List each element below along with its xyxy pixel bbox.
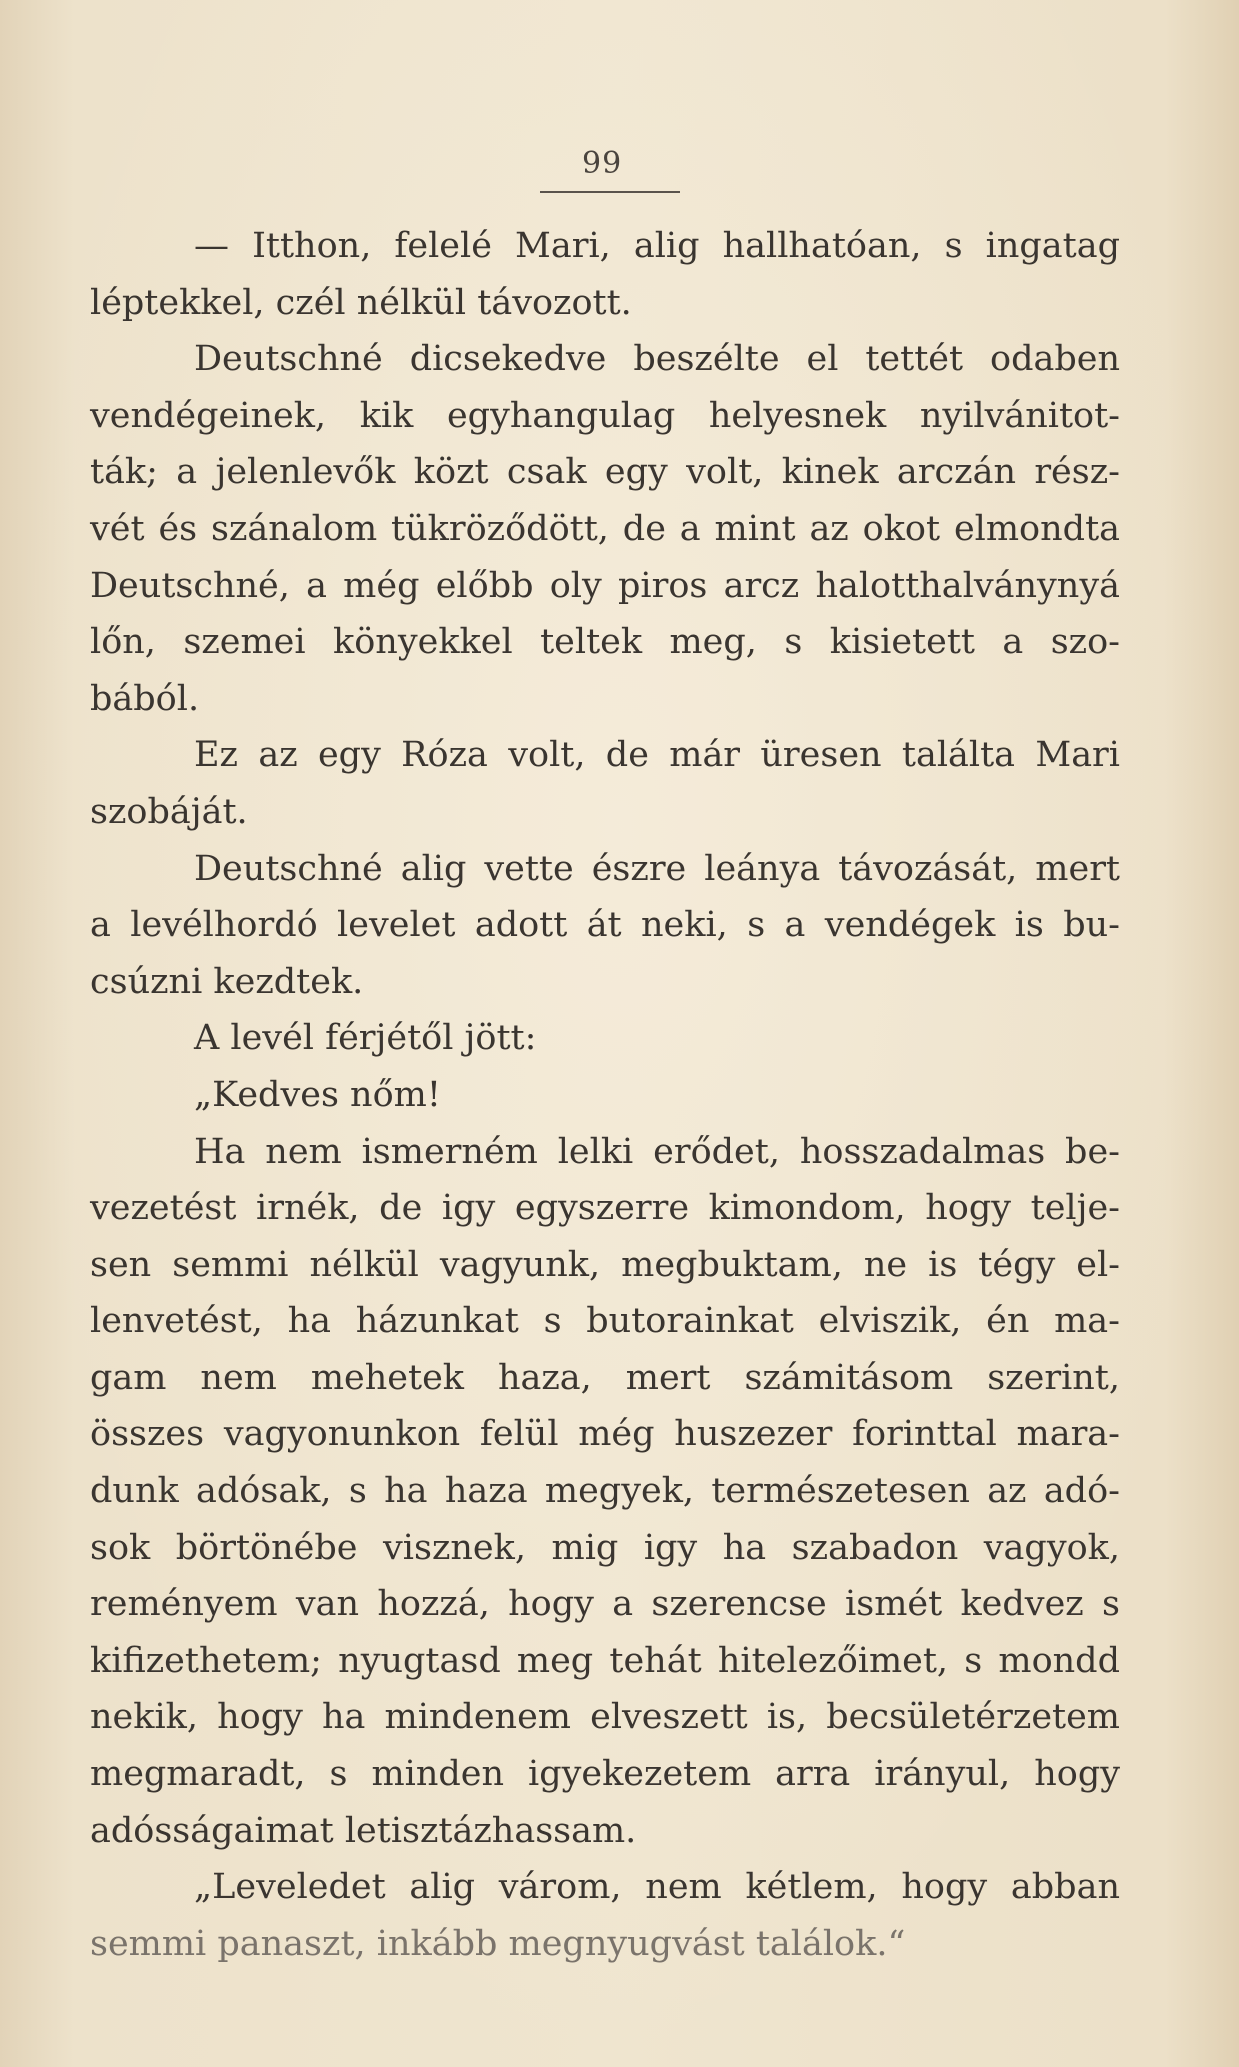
- body-text: [90, 218, 1120, 1972]
- text-line: összes vagyonunkon felül még huszezer forinttal mara-: [90, 1414, 1120, 1455]
- header-rule: [540, 191, 680, 193]
- text-line: vét és szánalom tükröződött, de a mint az okot elmondta: [90, 508, 1120, 549]
- text-line: kifizethetem; nyugtasd meg tehát hitelezőimet, s mondd: [90, 1640, 1120, 1681]
- text-line: gam nem mehetek haza, mert számitásom szerint,: [90, 1357, 1120, 1398]
- text-line: sok börtönébe visznek, mig igy ha szabadon vagyok,: [90, 1527, 1120, 1568]
- page-header: [0, 146, 1239, 206]
- text-line: — Itthon, felelé Mari, alig hallhatóan, s ingatag: [194, 226, 1120, 266]
- text-line: Ez az egy Róza volt, de már üresen találta Mari: [194, 735, 1120, 776]
- text-line: reményem van hozzá, hogy a szerencse ismét kedvez s: [90, 1584, 1120, 1625]
- text-line: Deutschné, a még előbb oly piros arcz halotthalványnyá: [90, 565, 1120, 606]
- text-line: vezetést irnék, de igy egyszerre kimondom, hogy telje-: [90, 1188, 1120, 1229]
- text-line: Ha nem ismerném lelki erődet, hosszadalmas be-: [194, 1131, 1120, 1172]
- text-line: „Kedves nőm!: [194, 1074, 441, 1115]
- text-line: lenvetést, ha házunkat s butorainkat elviszik, én ma-: [90, 1301, 1120, 1342]
- text-line: ták; a jelenlevők közt csak egy volt, kinek arczán rész-: [90, 452, 1120, 493]
- text-line: Deutschné alig vette észre leánya távozását, mert: [194, 848, 1120, 889]
- text-line: szobáját.: [90, 791, 248, 832]
- text-line: vendégeinek, kik egyhangulag helyesnek nyilvánitot-: [90, 395, 1120, 436]
- text-line: dunk adósak, s ha haza megyek, természetesen az adó-: [90, 1471, 1120, 1512]
- text-line: A levél férjétől jött:: [194, 1018, 537, 1059]
- text-line: léptekkel, czél nélkül távozott.: [90, 282, 632, 323]
- text-line: „Leveledet alig várom, nem kétlem, hogy abban: [194, 1867, 1120, 1908]
- text-line: semmi panaszt, inkább megnyugvást találok.“: [90, 1923, 906, 1964]
- text-line: megmaradt, s minden igyekezetem arra irányul, hogy: [90, 1754, 1120, 1795]
- text-line: adósságaimat letisztázhassam.: [90, 1810, 637, 1851]
- text-line: Deutschné dicsekedve beszélte el tettét odaben: [194, 339, 1120, 380]
- text-line: csúzni kezdtek.: [90, 961, 364, 1002]
- text-line: sen semmi nélkül vagyunk, megbuktam, ne is tégy el-: [90, 1244, 1120, 1285]
- text-line: a levélhordó levelet adott át neki, s a vendégek is bu-: [90, 905, 1120, 946]
- text-line: lőn, szemei könyekkel teltek meg, s kisietett a szo-: [90, 622, 1120, 663]
- text-line: nekik, hogy ha mindenem elveszett is, becsületérzetem: [90, 1697, 1120, 1738]
- page-number: 99: [582, 146, 623, 181]
- text-line: bából.: [90, 678, 200, 719]
